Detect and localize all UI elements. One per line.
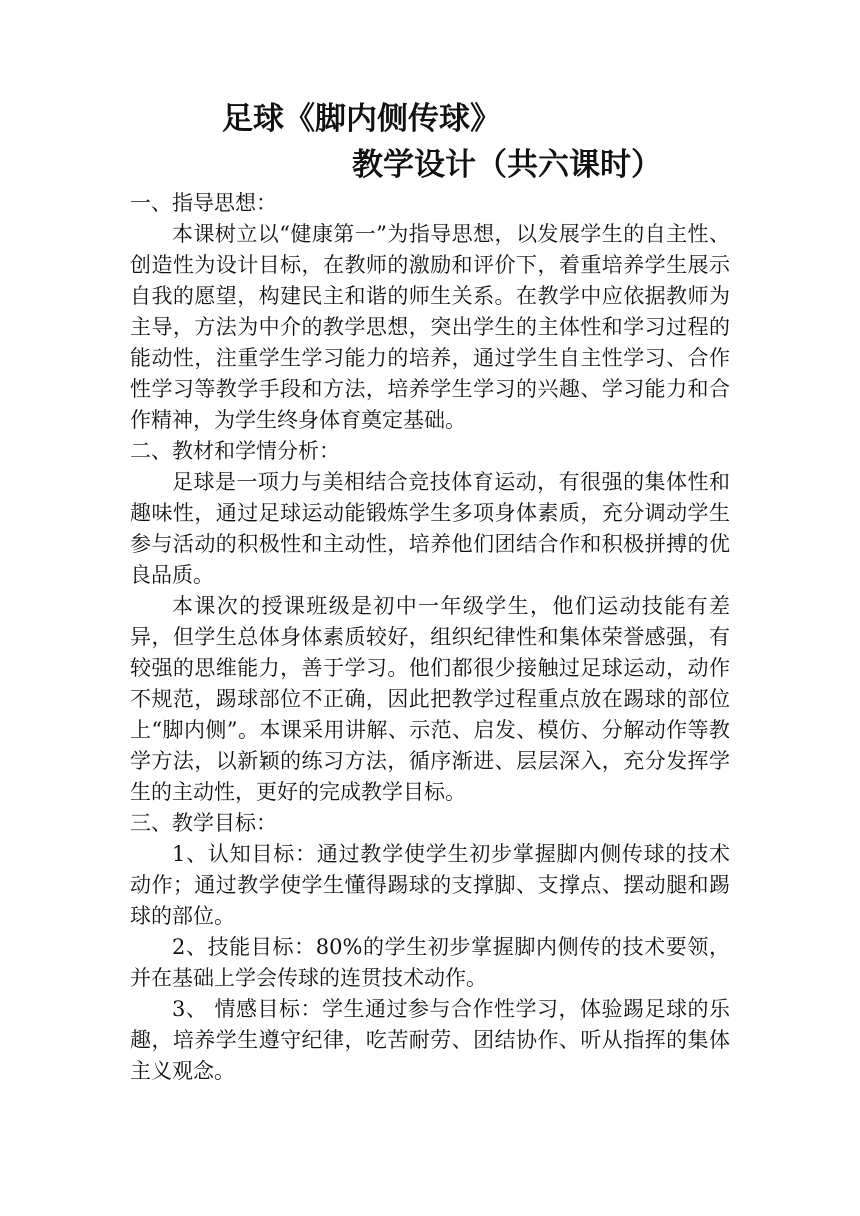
paragraph-guiding-thought: 本课树立以“健康第一”为指导思想，以发展学生的自主性、创造性为设计目标，在教师的激励和评价下，着重培养学生展示自我的愿望，构建民主和谐的师生关系。在教学中应依据教师为主导，方法为中介的教学思想，突出学生的主体性和学习过程的能动性，注重学生学习能力的培养，通过学生自主性学习、合作性学习等教学手段和方法，培养学生学习的兴趣、学习能力和合作精神，为学生终身体育奠定基础。 bbox=[130, 222, 730, 432]
paragraph-material-analysis-1: 足球是一项力与美相结合竞技体育运动，有很强的集体性和趣味性，通过足球运动能锻炼学生多项身体素质，充分调动学生参与活动的积极性和主动性，培养他们团结合作和积极拼搏的优良品质。 bbox=[130, 470, 730, 587]
paragraph-goal-emotional: 3、 情感目标：学生通过参与合作性学习，体验踢足球的乐趣，培养学生遵守纪律，吃苦耐劳、团结协作、听从指挥的集体主义观念。 bbox=[130, 997, 730, 1083]
document-title-line-2: 教学设计（共六课时） bbox=[352, 147, 662, 183]
section-heading-teaching-goals: 三、教学目标： bbox=[130, 811, 277, 835]
paragraph-goal-skill: 2、技能目标：80%的学生初步掌握脚内侧传的技术要领，并在基础上学会传球的连贯技术动作。 bbox=[130, 935, 730, 990]
paragraph-material-analysis-2: 本课次的授课班级是初中一年级学生，他们运动技能有差异，但学生总体身体素质较好，组织纪律性和集体荣誉感强，有较强的思维能力，善于学习。他们都很少接触过足球运动，动作不规范，踢球部位不正确，因此把教学过程重点放在踢球的部位上“脚内侧”。本课采用讲解、示范、启发、模仿、分解动作等教学方法，以新颖的练习方法，循序渐进、层层深入，充分发挥学生的主动性，更好的完成教学目标。 bbox=[130, 594, 730, 804]
paragraph-goal-cognitive: 1、认知目标：通过教学使学生初步掌握脚内侧传球的技术动作；通过教学使学生懂得踢球的支撑脚、支撑点、摆动腿和踢球的部位。 bbox=[130, 842, 730, 928]
section-heading-guiding-thought: 一、指导思想： bbox=[130, 191, 277, 215]
section-heading-material-analysis: 二、教材和学情分析： bbox=[130, 439, 340, 463]
document-page bbox=[130, 96, 730, 1087]
document-title-line-1: 足球《脚内侧传球》 bbox=[222, 101, 501, 137]
